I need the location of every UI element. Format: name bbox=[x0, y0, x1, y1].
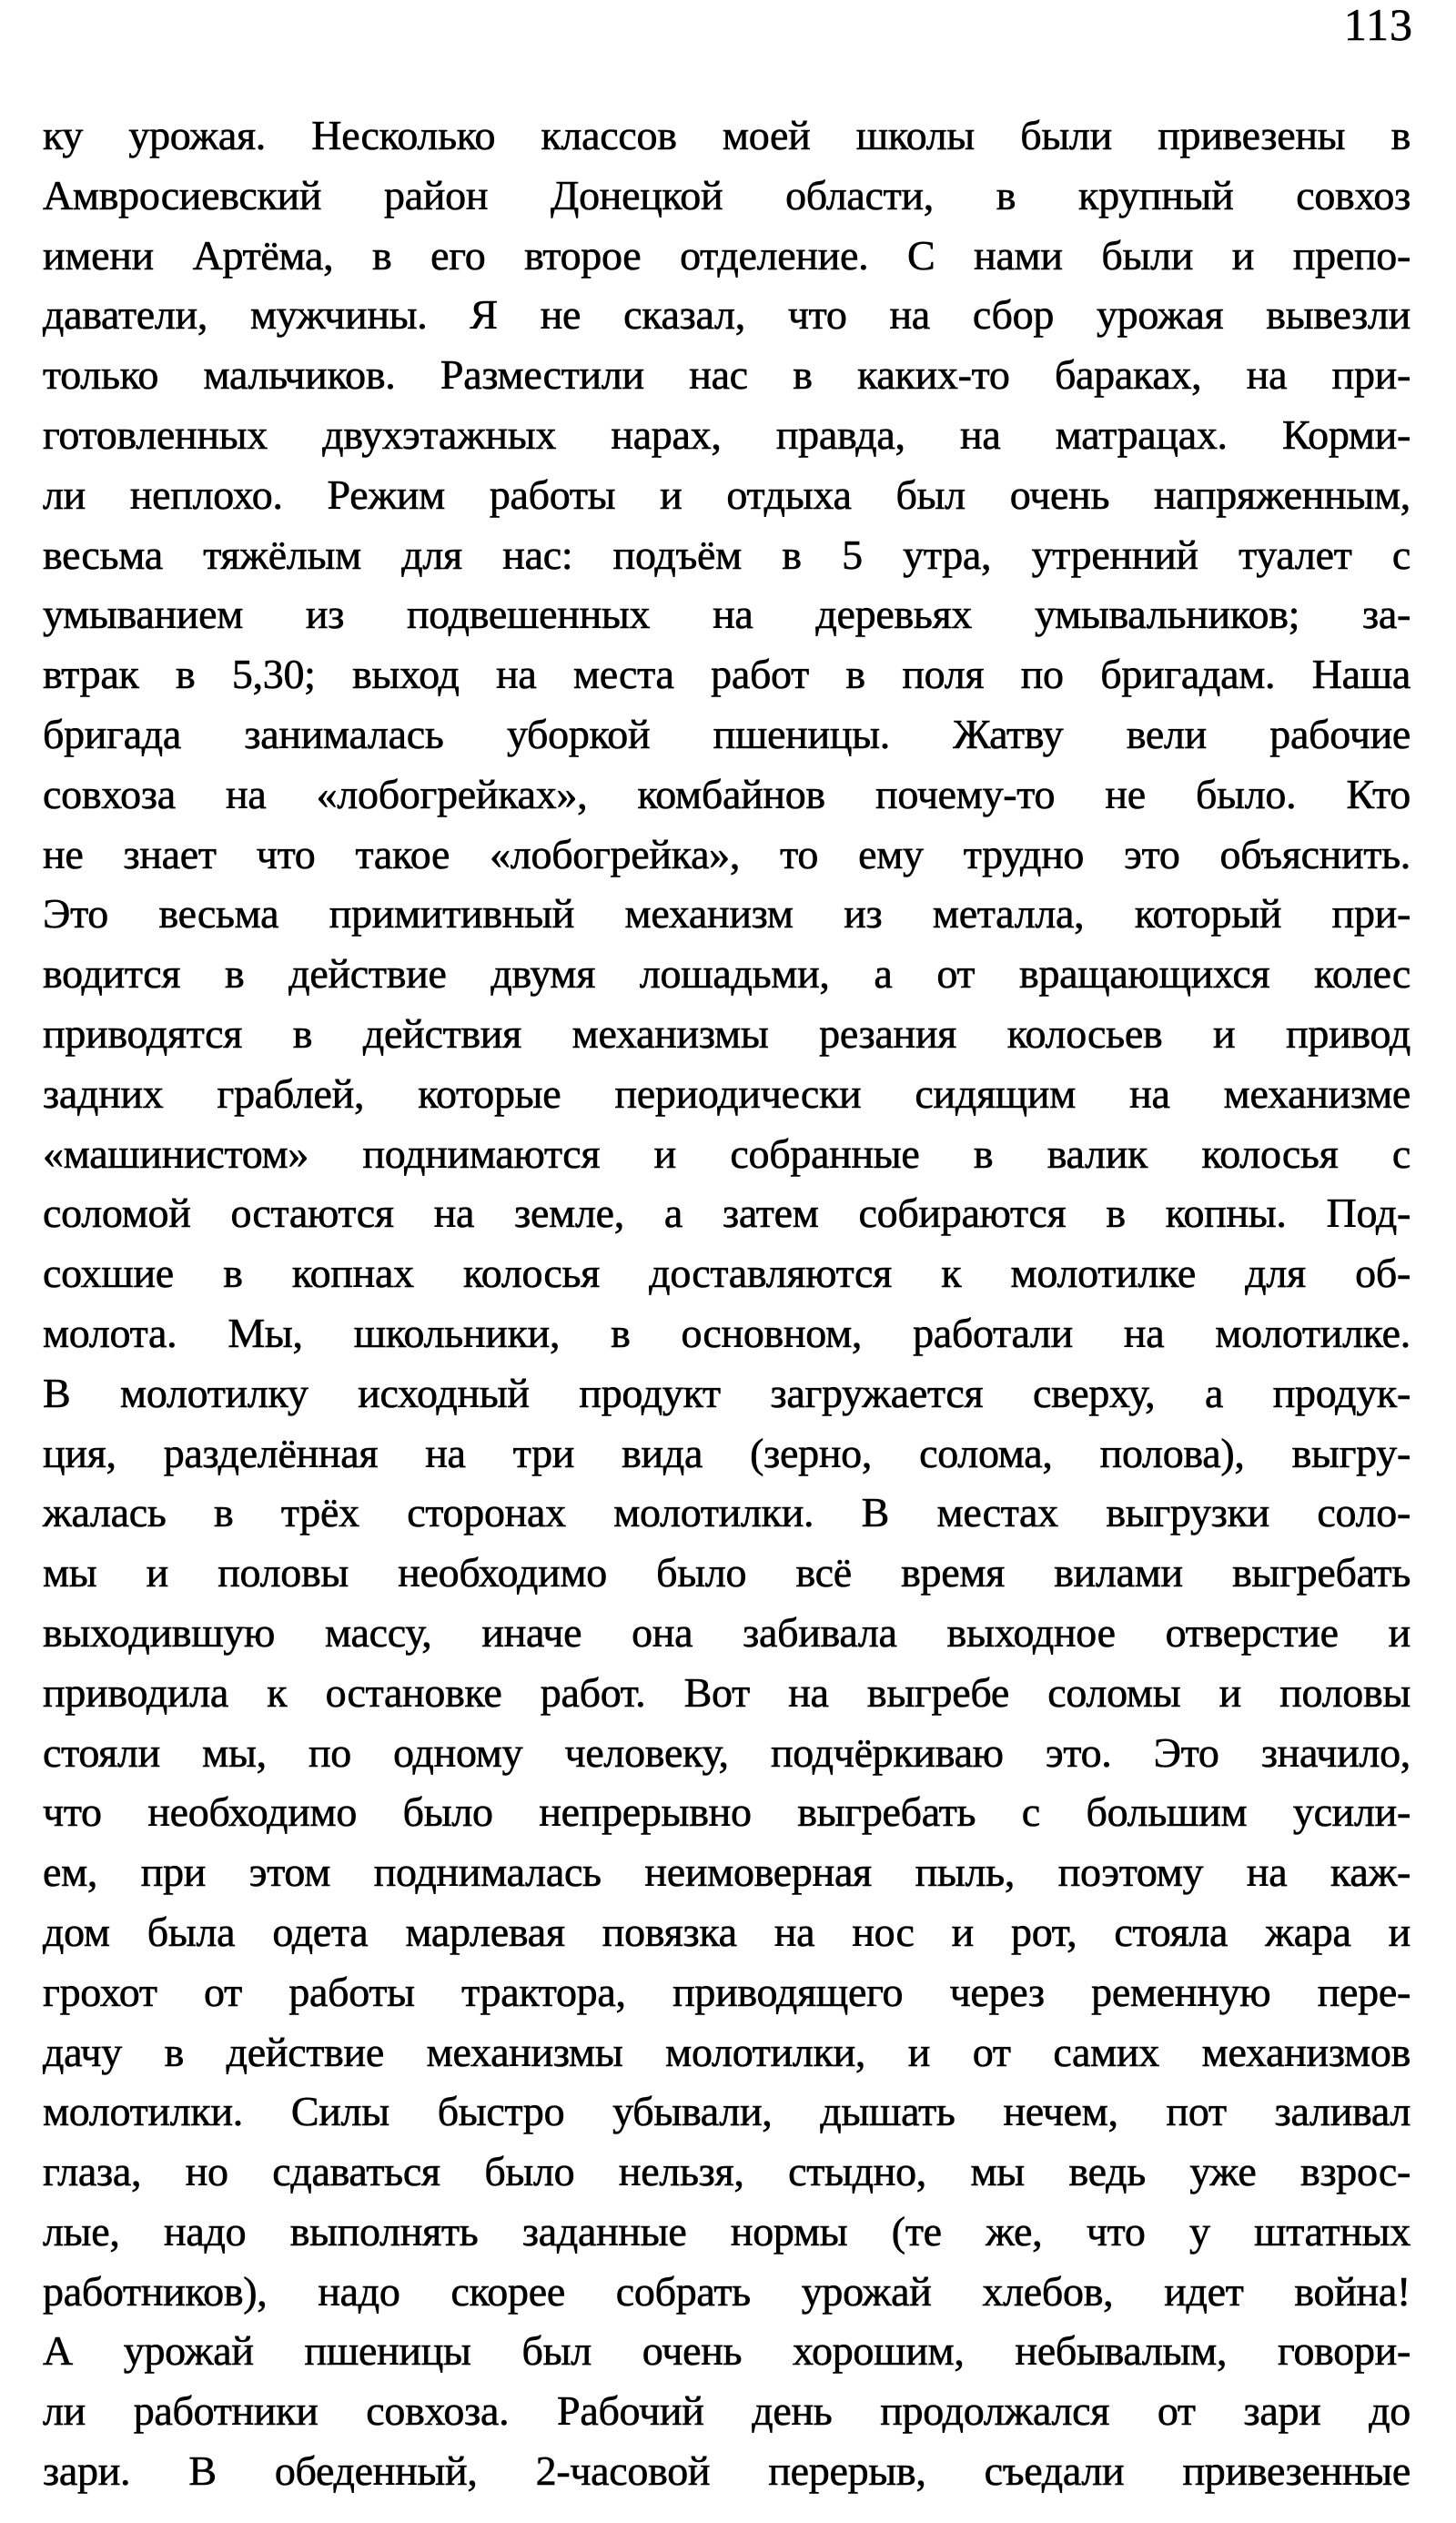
text-line: зари. В обеденный, 2-часовой перерыв, съедали привезенные bbox=[43, 2447, 1410, 2495]
text-line: совхоза на «лобогрейках», комбайнов почему-то не было. Кто bbox=[43, 770, 1410, 817]
text-line: только мальчиков. Разместили нас в каких-то бараках, на при- bbox=[43, 351, 1410, 399]
text-line: Амвросиевский район Донецкой области, в крупный совхоз bbox=[43, 171, 1410, 218]
text-line: водится в действие двумя лошадьми, а от вращающихся колес bbox=[43, 950, 1410, 998]
text-line: лые, надо выполнять заданные нормы (те же, что у штатных bbox=[43, 2207, 1410, 2254]
text-line: грохот от работы трактора, приводящего через ременную пере- bbox=[43, 1968, 1410, 2015]
text-line: выходившую массу, иначе она забивала выходное отверстие и bbox=[43, 1608, 1410, 1656]
text-line: «машинистом» поднимаются и собранные в валик колосья с bbox=[43, 1130, 1410, 1177]
text-line: приводила к остановке работ. Вот на выгребе соломы и половы bbox=[43, 1668, 1410, 1716]
text-line: что необходимо было непрерывно выгребать с большим усили- bbox=[43, 1788, 1410, 1836]
text-line: бригада занималась уборкой пшеницы. Жатву вели рабочие bbox=[43, 710, 1410, 757]
text-line: ли неплохо. Режим работы и отдыха был очень напряженным, bbox=[43, 471, 1410, 518]
page-number: 113 bbox=[1343, 0, 1413, 50]
text-line: ли работники совхоза. Рабочий день продолжался от зари до bbox=[43, 2387, 1410, 2435]
text-line: не знает что такое «лобогрейка», то ему трудно это объяснить. bbox=[43, 830, 1410, 877]
text-line: дом была одета марлевая повязка на нос и рот, стояла жара и bbox=[43, 1908, 1410, 1955]
text-line: молотилки. Силы быстро убывали, дышать нечем, пот заливал bbox=[43, 2088, 1410, 2135]
text-line: сохшие в копнах колосья доставляются к молотилке для об- bbox=[43, 1250, 1410, 1297]
text-line: весьма тяжёлым для нас: подъём в 5 утра, утренний туалет с bbox=[43, 531, 1410, 578]
text-line: молота. Мы, школьники, в основном, работали на молотилке. bbox=[43, 1309, 1410, 1356]
text-line: дачу в действие механизмы молотилки, и от самих механизмов bbox=[43, 2028, 1410, 2075]
text-line: Это весьма примитивный механизм из металла, который при- bbox=[43, 890, 1410, 937]
text-line: даватели, мужчины. Я не сказал, что на сбор урожая вывезли bbox=[43, 291, 1410, 339]
text-line: ем, при этом поднималась неимоверная пыль, поэтому на каж- bbox=[43, 1849, 1410, 1896]
text-line: В молотилку исходный продукт загружается сверху, а продук- bbox=[43, 1369, 1410, 1416]
page-text bbox=[43, 106, 1410, 2501]
text-line: приводятся в действия механизмы резания колосьев и привод bbox=[43, 1009, 1410, 1057]
text-line: стояли мы, по одному человеку, подчёркиваю это. Это значило, bbox=[43, 1728, 1410, 1776]
text-line: работников), надо скорее собрать урожай хлебов, идет война! bbox=[43, 2267, 1410, 2315]
text-line: соломой остаются на земле, а затем собираются в копны. Под- bbox=[43, 1190, 1410, 1237]
text-line: А урожай пшеницы был очень хорошим, небывалым, говори- bbox=[43, 2327, 1410, 2375]
text-line: втрак в 5,30; выход на места работ в поля по бригадам. Наша bbox=[43, 651, 1410, 698]
text-line: жалась в трёх сторонах молотилки. В местах выгрузки соло- bbox=[43, 1489, 1410, 1536]
text-line: глаза, но сдаваться было нельзя, стыдно, мы ведь уже взрос- bbox=[43, 2148, 1410, 2195]
text-line: имени Артёма, в его второе отделение. С нами были и препо- bbox=[43, 231, 1410, 279]
text-line: задних граблей, которые периодически сидящим на механизме bbox=[43, 1069, 1410, 1117]
text-line: умыванием из подвешенных на деревьях умывальников; за- bbox=[43, 591, 1410, 638]
text-line: готовленных двухэтажных нарах, правда, на матрацах. Корми- bbox=[43, 410, 1410, 458]
text-line: ция, разделённая на три вида (зерно, солома, полова), выгру- bbox=[43, 1429, 1410, 1476]
text-line: мы и половы необходимо было всё время вилами выгребать bbox=[43, 1549, 1410, 1596]
text-line: ку урожая. Несколько классов моей школы были привезены в bbox=[43, 112, 1410, 158]
